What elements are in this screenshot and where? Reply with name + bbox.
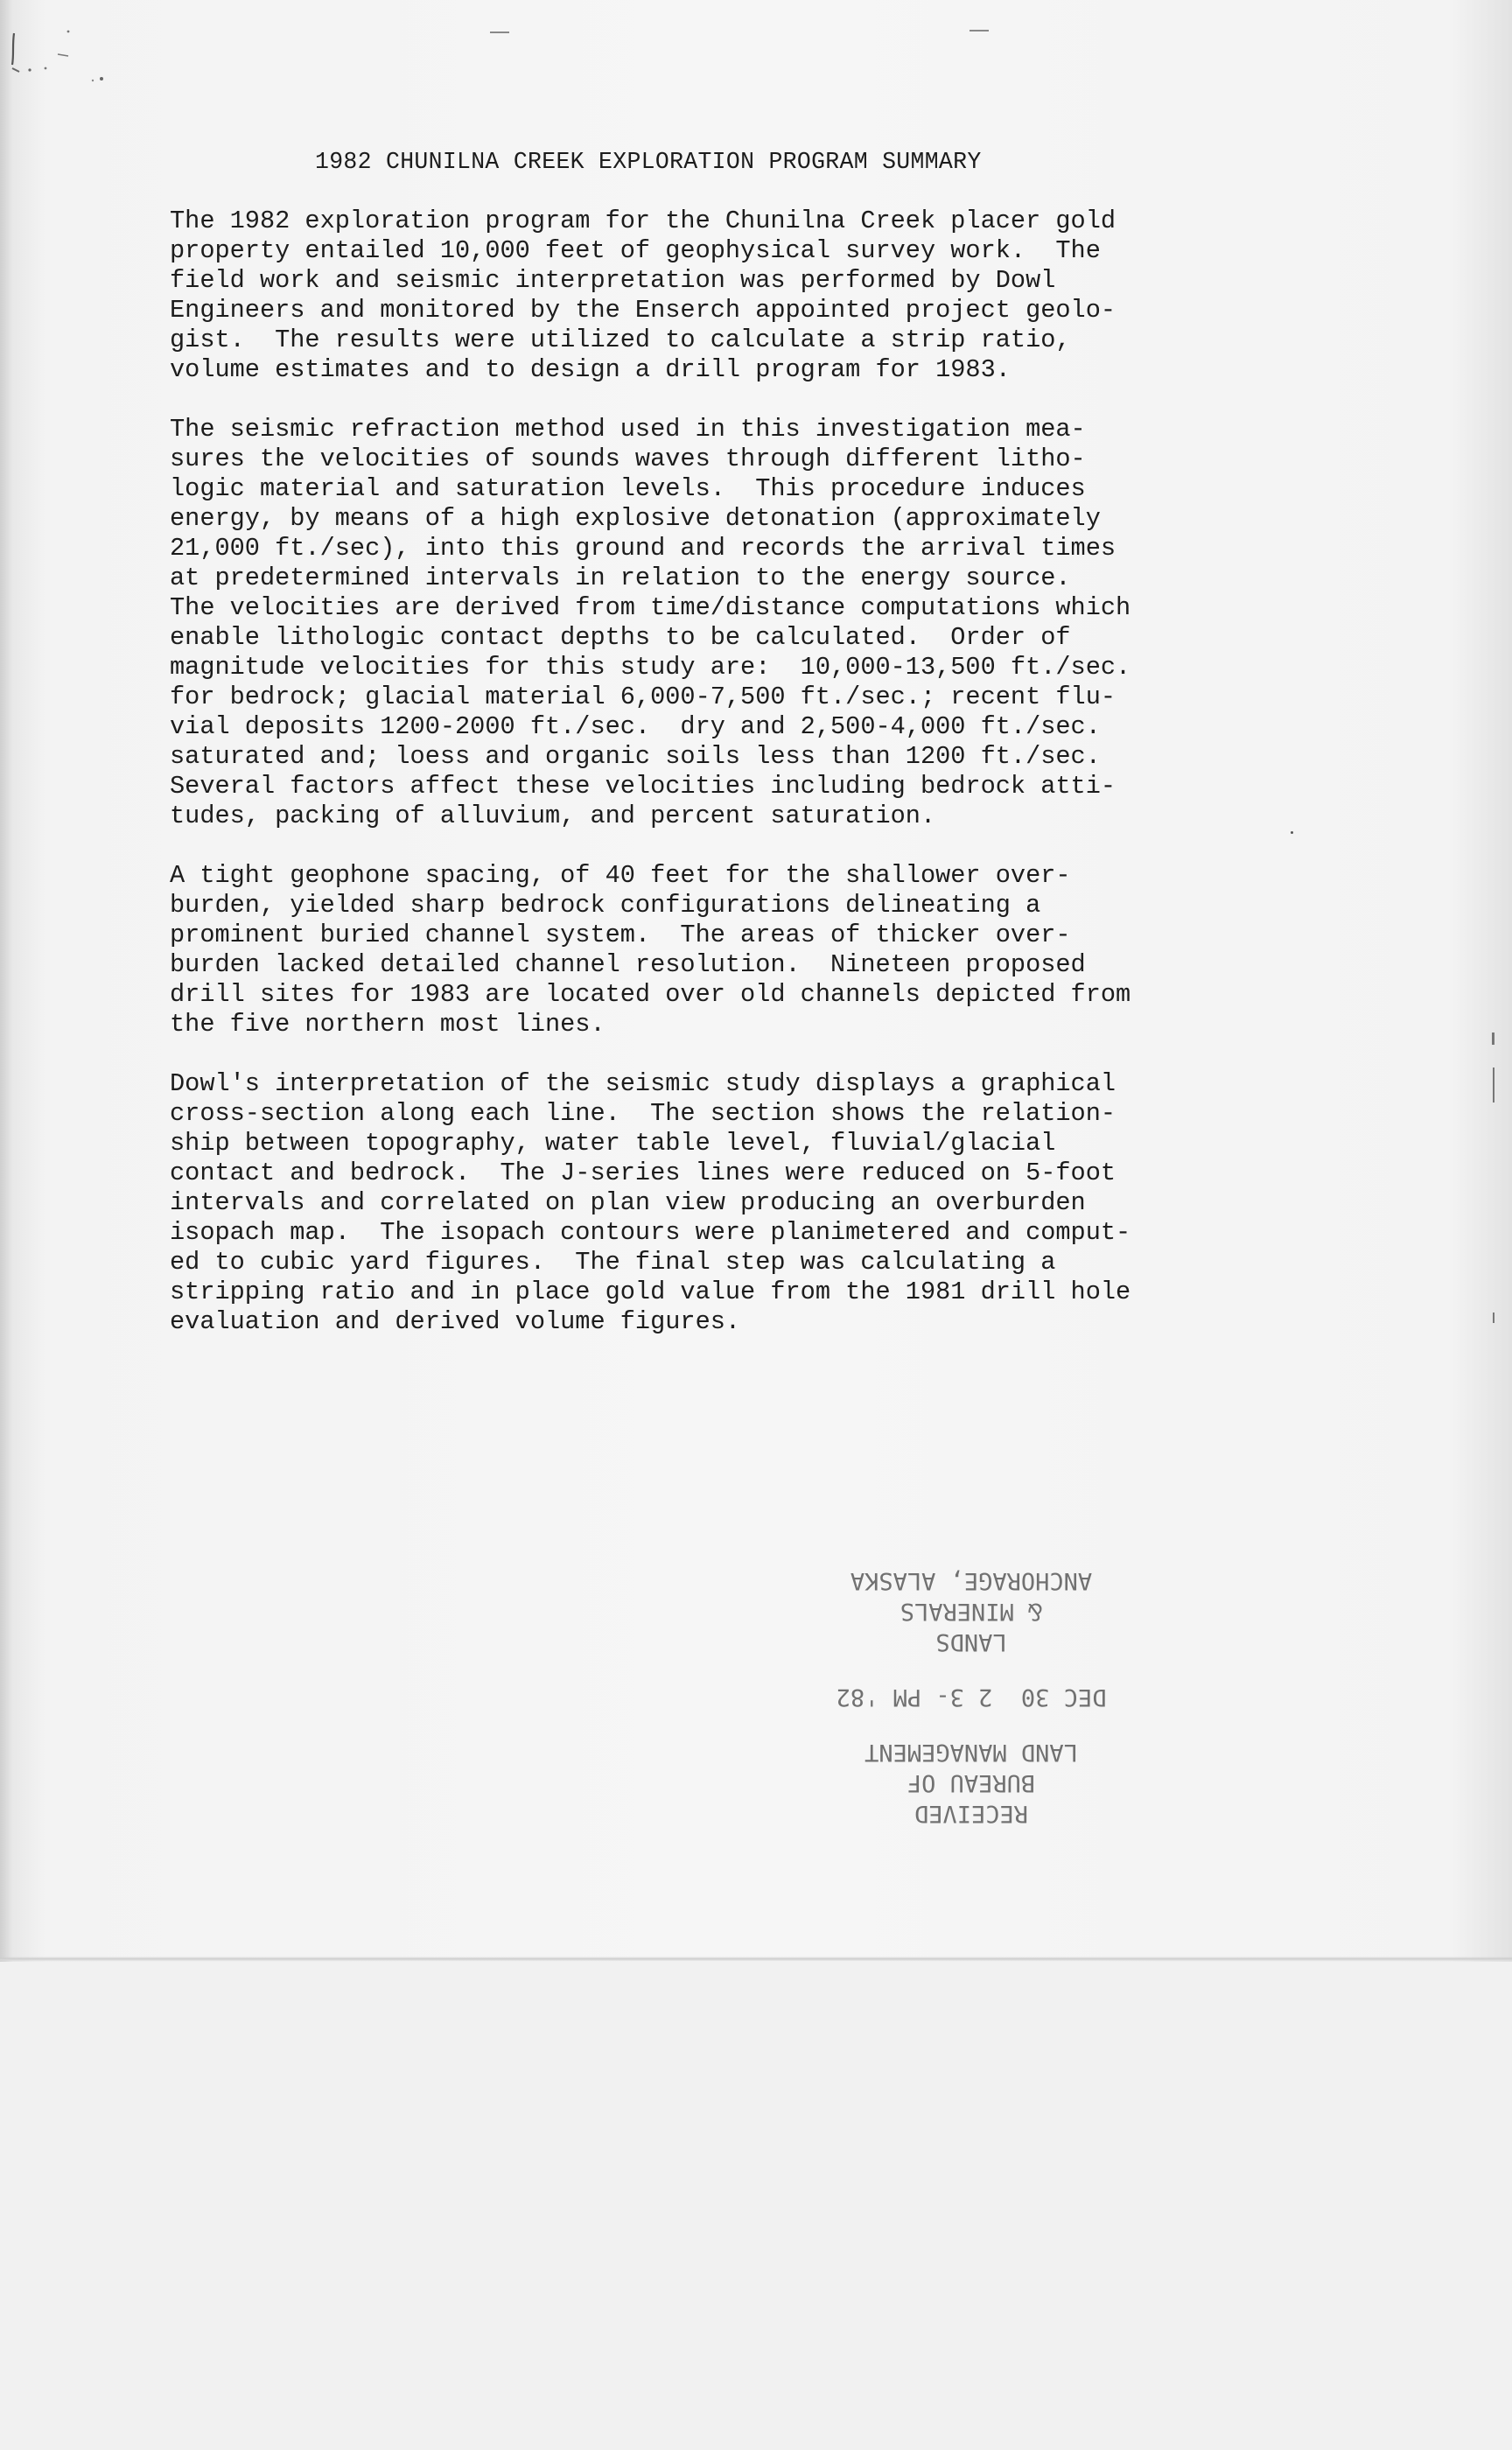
document-body <box>170 206 1334 1367</box>
text-line: burden, yielded sharp bedrock configurations delineating a <box>170 891 1041 920</box>
document-title: 1982 CHUNILNA CREEK EXPLORATION PROGRAM SUMMARY <box>315 149 982 175</box>
text-line: cross-section along each line. The section shows the relation- <box>170 1099 1116 1128</box>
text-line: saturated and; loess and organic soils less than 1200 ft./sec. <box>170 742 1101 771</box>
text-line: intervals and correlated on plan view producing an overburden <box>170 1188 1086 1217</box>
text-line: the five northern most lines. <box>170 1010 606 1039</box>
text-line: tudes, packing of alluvium, and percent saturation. <box>170 802 936 830</box>
text-line: Several factors affect these velocities including bedrock atti- <box>170 772 1116 801</box>
text-line: property entailed 10,000 feet of geophysical survey work. The <box>170 236 1101 265</box>
text-line: ed to cubic yard figures. The final step was calculating a <box>170 1248 1056 1277</box>
text-line: enable lithologic contact depths to be calculated. Order of <box>170 623 1071 652</box>
text-line: at predetermined intervals in relation to the energy source. <box>170 564 1071 592</box>
text-line: logic material and saturation levels. This procedure induces <box>170 474 1086 503</box>
received-stamp <box>822 1540 1120 1829</box>
text-line: magnitude velocities for this study are: 10,000-13,500 ft./sec. <box>170 653 1131 682</box>
text-line: isopach map. The isopach contours were planimetered and comput- <box>170 1218 1131 1247</box>
text-line: for bedrock; glacial material 6,000-7,500 ft./sec.; recent flu- <box>170 682 1116 711</box>
text-line: vial deposits 1200-2000 ft./sec. dry and 2,500-4,000 ft./sec. <box>170 712 1101 741</box>
text-line: energy, by means of a high explosive detonation (approximately <box>170 504 1101 533</box>
text-line: ship between topography, water table level, fluvial/glacial <box>170 1129 1056 1158</box>
paragraph-2 <box>170 415 1334 831</box>
right-edge-mark <box>1492 1032 1494 1045</box>
paragraph-4 <box>170 1069 1334 1337</box>
text-line: prominent buried channel system. The areas of thicker over- <box>170 920 1071 949</box>
stamp-line: ANCHORAGE, ALASKA <box>850 1567 1093 1594</box>
text-line: Dowl's interpretation of the seismic study displays a graphical <box>170 1069 1116 1098</box>
text-line: The seismic refraction method used in this investigation mea- <box>170 415 1086 444</box>
text-line: sures the velocities of sounds waves through different litho- <box>170 444 1086 473</box>
stamp-line: LANDS <box>935 1628 1007 1656</box>
text-line: field work and seismic interpretation was performed by Dowl <box>170 266 1056 295</box>
text-line: Engineers and monitored by the Enserch appointed project geolo- <box>170 296 1116 325</box>
stamp-line: & MINERALS <box>900 1598 1043 1625</box>
text-line: stripping ratio and in place gold value from the 1981 drill hole <box>170 1278 1131 1306</box>
text-line: The 1982 exploration program for the Chunilna Creek placer gold <box>170 206 1116 235</box>
text-line: drill sites for 1983 are located over old channels depicted from <box>170 980 1131 1009</box>
text-line: evaluation and derived volume figures. <box>170 1307 741 1336</box>
text-line: contact and bedrock. The J-series lines were reduced on 5-foot <box>170 1158 1116 1187</box>
text-line: gist. The results were utilized to calculate a strip ratio, <box>170 326 1071 354</box>
text-line: burden lacked detailed channel resolution. Nineteen proposed <box>170 950 1086 979</box>
speck <box>490 32 509 33</box>
right-edge-mark <box>1493 1068 1494 1102</box>
text-line: A tight geophone spacing, of 40 feet for the shallower over- <box>170 861 1071 890</box>
text-line: 21,000 ft./sec), into this ground and records the arrival times <box>170 534 1116 563</box>
stamp-line: BUREAU OF <box>906 1769 1036 1796</box>
stamp-line: RECEIVED <box>914 1800 1029 1827</box>
corner-pencil-marks <box>7 30 182 108</box>
stamp-line: LAND MANAGEMENT <box>864 1739 1078 1766</box>
speck <box>970 30 989 32</box>
stamp-date: DEC 30 2 3- PM '82 <box>836 1684 1107 1711</box>
text-line: The velocities are derived from time/distance computations which <box>170 593 1131 622</box>
text-line: volume estimates and to design a drill program for 1983. <box>170 355 1011 384</box>
paragraph-3 <box>170 861 1334 1040</box>
paragraph-1 <box>170 206 1334 385</box>
lower-sheet-area <box>0 1962 1512 2450</box>
right-edge-mark <box>1493 1312 1494 1323</box>
